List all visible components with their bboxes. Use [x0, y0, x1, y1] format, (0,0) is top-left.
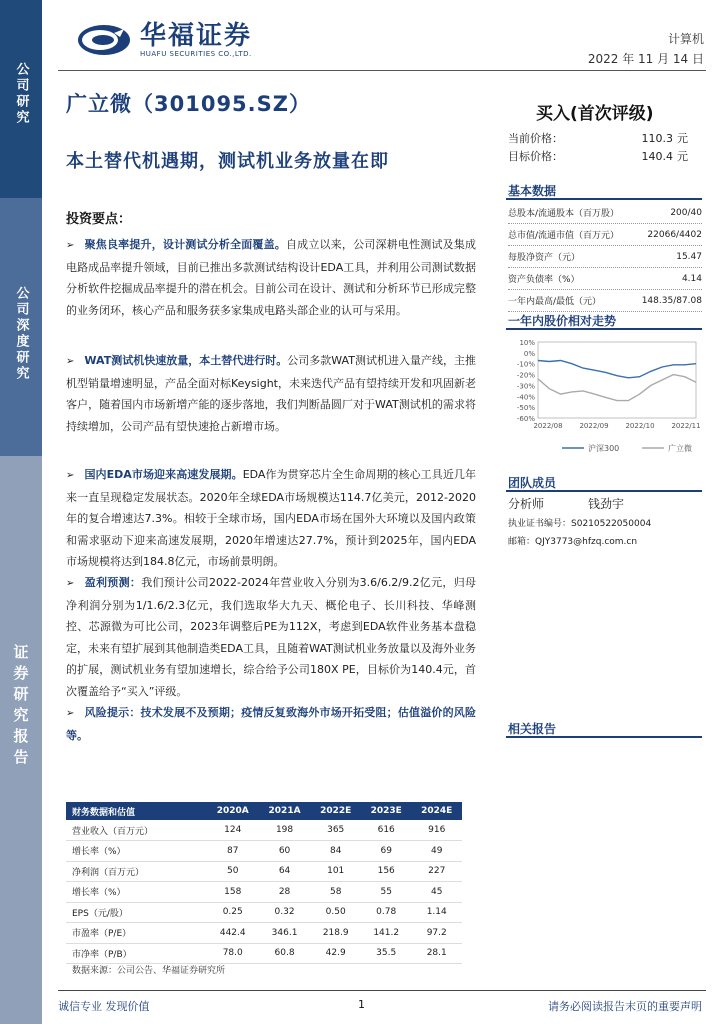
point-text: 我们预计公司2022-2024年营业收入分别为3.6/6.2/9.2亿元，归母净利润分别为1/1.6/2.3亿元，我们选取华大九天、概伦电子、长川科技、华峰测控、芯源微为可比公司，2023年调整后PE为112X，考虑到EDA软件业务基本盘稳定，未来有望扩展到其他制造类EDA工具，且随着WAT测试机业务放量以及海外业务的扩展，测试机业务有望加速增长，综合给予公司180X PE，目标价为140.4元，首次覆盖给予“买入”评级。: [66, 576, 476, 698]
table-cell: 346.1: [259, 923, 311, 944]
basic-row: [508, 268, 702, 290]
basic-value: 4.14: [681, 273, 702, 284]
point-bold: WAT测试机快速放量，本土替代进行时。: [84, 354, 288, 367]
chart-plot-area: [538, 342, 696, 418]
section-divider: [506, 198, 702, 200]
header-divider: [58, 70, 706, 71]
table-header-cell: 2021A: [259, 802, 311, 820]
table-cell: 55: [361, 882, 412, 903]
series-line: [538, 375, 696, 401]
investment-points-heading: 投资要点：: [66, 212, 132, 227]
table-cell: 916: [411, 820, 462, 841]
sidebar-label-deep: 公司深度研究: [13, 286, 29, 382]
sidebar-section-deep: [0, 198, 42, 456]
logo-emblem-icon: [76, 23, 132, 57]
price-row: [508, 147, 688, 165]
table-cell: 42.9: [310, 943, 361, 964]
basic-value: 15.47: [676, 251, 702, 262]
table-cell: 84: [310, 841, 361, 862]
table-cell: 1.14: [411, 902, 462, 923]
point-bold: 盈利预测：: [84, 576, 142, 589]
stock-name: 广立微（301095.SZ）: [66, 92, 311, 116]
y-tick-label: -20%: [516, 371, 535, 380]
y-tick-label: -30%: [516, 382, 535, 391]
point-bold: 风险提示：技术发展不及预期；疫情反复致海外市场开拓受阻；估值溢价的风险等。: [66, 706, 476, 742]
stock-chart-svg: [506, 336, 702, 438]
basic-value: 148.35/87.08: [641, 295, 702, 306]
price-unit: 元: [677, 150, 688, 163]
sidebar-label-report: 证券研究报告: [11, 644, 30, 770]
basic-data-table: [508, 202, 702, 312]
table-cell: 156: [361, 861, 412, 882]
point-text: 自成立以来，公司深耕电性测试及集成电路成品率提升领域，目前已推出多款测试结构设计EDA工具，并利用公司测试数据分析软件挖掘成品率提升的潜在机会。目前公司在设计、测试和分析环节已形成完整的业务闭环，核心产品和服务获多家集成电路头部企业的认可与采用。: [66, 238, 477, 317]
sidebar-section-company: [0, 0, 42, 198]
table-cell: 60: [259, 841, 311, 862]
company-logo: [76, 22, 252, 58]
table-cell: 28.1: [411, 943, 462, 964]
price-unit: 元: [677, 132, 688, 145]
table-row: [66, 841, 462, 862]
table-cell: 124: [207, 820, 259, 841]
analyst-name: 钱劲宇: [588, 497, 625, 511]
basic-label: 一年内最高/最低（元）: [508, 297, 602, 307]
point-paragraph: [66, 464, 476, 573]
logo-english-name: HUAFU SECURITIES CO.,LTD.: [140, 50, 252, 58]
basic-label: 总股本/流通股本（百万股）: [508, 209, 620, 219]
table-cell: 158: [207, 882, 259, 903]
price-value: 140.4: [641, 149, 673, 163]
y-tick-label: 10%: [519, 339, 535, 347]
point-paragraph: [66, 350, 476, 437]
table-row: [66, 861, 462, 882]
table-header-row: [66, 802, 462, 820]
table-cell: 101: [310, 861, 361, 882]
table-cell: 198: [259, 820, 311, 841]
table-header-cell: 2023E: [361, 802, 412, 820]
price-label: 当前价格：: [508, 132, 563, 145]
table-cell: 市净率（P/B）: [66, 943, 207, 964]
table-cell: 49: [411, 841, 462, 862]
table-cell: 0.32: [259, 902, 311, 923]
table-cell: 227: [411, 861, 462, 882]
table-cell: 218.9: [310, 923, 361, 944]
table-cell: 87: [207, 841, 259, 862]
sidebar-label-company: 公司研究: [13, 62, 29, 126]
cert-label: 执业证书编号：: [508, 519, 572, 529]
table-cell: 45: [411, 882, 462, 903]
table-row: [66, 923, 462, 944]
x-tick-label: 2022/11: [671, 422, 701, 430]
table-cell: 365: [310, 820, 361, 841]
footer-disclaimer: 请务必阅读报告末页的重要声明: [548, 1000, 702, 1013]
table-cell: 0.25: [207, 902, 259, 923]
table-cell: 97.2: [411, 923, 462, 944]
table-cell: 0.50: [310, 902, 361, 923]
table-cell: 58: [310, 882, 361, 903]
section-divider: [506, 736, 702, 738]
table-row: [66, 943, 462, 964]
x-tick-label: 2022/09: [579, 422, 609, 430]
related-reports-title: 相关报告: [508, 722, 557, 736]
table-header-cell: 2024E: [411, 802, 462, 820]
table-cell: 442.4: [207, 923, 259, 944]
basic-label: 总市值/流通市值（百万元）: [508, 231, 620, 241]
table-cell: 增长率（%）: [66, 882, 207, 903]
y-tick-label: -50%: [516, 404, 535, 413]
basic-row: [508, 290, 702, 312]
table-cell: 市盈率（P/E）: [66, 923, 207, 944]
table-cell: 0.78: [361, 902, 412, 923]
y-tick-label: -10%: [516, 360, 535, 369]
table-header-cell: 2020A: [207, 802, 259, 820]
analyst-role: 分析师: [508, 497, 545, 511]
table-cell: 69: [361, 841, 412, 862]
industry-label: 计算机: [667, 32, 704, 46]
table-cell: 64: [259, 861, 311, 882]
team-title: 团队成员: [508, 476, 557, 490]
point-paragraph: [66, 702, 476, 746]
price-block: [508, 129, 688, 165]
footer-slogan: 诚信专业 发现价值: [58, 1000, 150, 1013]
table-cell: 净利润（百万元）: [66, 861, 207, 882]
point-bold: 国内EDA市场迎来高速发展期。: [84, 468, 243, 481]
table-header-cell: 财务数据和估值: [66, 802, 207, 820]
y-tick-label: -60%: [516, 415, 535, 423]
point-paragraph: [66, 234, 476, 321]
report-date: 2022 年 11 月 14 日: [587, 52, 704, 66]
logo-name: 华福证券: [140, 21, 253, 51]
price-row: [508, 129, 688, 147]
table-cell: 35.5: [361, 943, 412, 964]
arrow-bullet-icon: ➢: [66, 708, 75, 719]
arrow-bullet-icon: ➢: [66, 356, 75, 367]
section-divider: [506, 328, 702, 330]
chart-title: 一年内股价相对走势: [508, 314, 617, 328]
section-divider: [506, 490, 702, 492]
team-block: [508, 495, 702, 552]
table-row: [66, 820, 462, 841]
table-cell: 营业收入（百万元）: [66, 820, 207, 841]
point-paragraph: [66, 572, 476, 702]
table-cell: 60.8: [259, 943, 311, 964]
legend-label: 沪深300: [588, 444, 620, 453]
sidebar-section-report: [0, 456, 42, 1024]
arrow-bullet-icon: ➢: [66, 240, 75, 251]
table-cell: 50: [207, 861, 259, 882]
table-cell: 28: [259, 882, 311, 903]
point-text: EDA作为贯穿芯片全生命周期的核心工具近几年来一直呈现稳定发展状态。2020年全球EDA市场规模达114.7亿美元，2012-2020年的复合增速达7.3%。相较于全球市场，国内EDA市场在国外大环境以及国内政策和需求驱动下迎来高速发展期，2020年增速达27.7%，预计到2025年，国内EDA市场规模将达到184.8亿元，市场前景明朗。: [66, 468, 476, 568]
financial-table: [66, 802, 462, 964]
chart-legend: [506, 440, 702, 456]
table-cell: 78.0: [207, 943, 259, 964]
basic-label: 资产负债率（%）: [508, 275, 580, 285]
footer-divider: [58, 990, 706, 991]
basic-label: 每股净资产（元）: [508, 253, 581, 263]
point-text: 公司多款WAT测试机进入量产线，主推机型销量增速明显，产品全面对标Keysight，未来迭代产品有望持续开发和巩固新老客户，随着国内市场新增产能的逐步落地，我们判断晶圆厂对于WAT测试机的需求将持续增加，公司产品有望快速抢占新增市场。: [66, 354, 476, 433]
basic-row: [508, 224, 702, 246]
y-tick-label: -40%: [516, 393, 535, 402]
table-row: [66, 882, 462, 903]
analyst-email[interactable]: QJY3773@hfzq.com.cn: [535, 537, 638, 547]
report-title: 本土替代机遇期，测试机业务放量在即: [66, 151, 389, 172]
basic-value: 22066/4402: [647, 229, 702, 240]
basic-row: [508, 202, 702, 224]
table-cell: 增长率（%）: [66, 841, 207, 862]
table-cell: 141.2: [361, 923, 412, 944]
email-label: 邮箱：: [508, 537, 536, 547]
rating: 买入(首次评级): [536, 104, 654, 124]
data-source: 数据来源：公司公告、华福证券研究所: [72, 966, 226, 976]
arrow-bullet-icon: ➢: [66, 578, 75, 589]
table-cell: EPS（元/股）: [66, 902, 207, 923]
x-tick-label: 2022/10: [625, 422, 655, 430]
price-label: 目标价格：: [508, 150, 563, 163]
basic-value: 200/40: [670, 207, 702, 218]
basic-row: [508, 246, 702, 268]
legend-label: 广立微: [668, 444, 692, 453]
table-row: [66, 902, 462, 923]
sidebar: [0, 0, 42, 1024]
price-value: 110.3: [641, 131, 673, 145]
table-cell: 616: [361, 820, 412, 841]
page-number: 1: [358, 998, 365, 1011]
point-bold: 聚焦良率提升，设计测试分析全面覆盖。: [84, 238, 286, 251]
stock-chart: [506, 336, 702, 438]
basic-data-title: 基本数据: [508, 184, 557, 198]
table-header-cell: 2022E: [310, 802, 361, 820]
y-tick-label: 0%: [523, 349, 535, 358]
arrow-bullet-icon: ➢: [66, 470, 75, 481]
cert-number: S0210522050004: [571, 519, 652, 529]
x-tick-label: 2022/08: [533, 422, 563, 430]
